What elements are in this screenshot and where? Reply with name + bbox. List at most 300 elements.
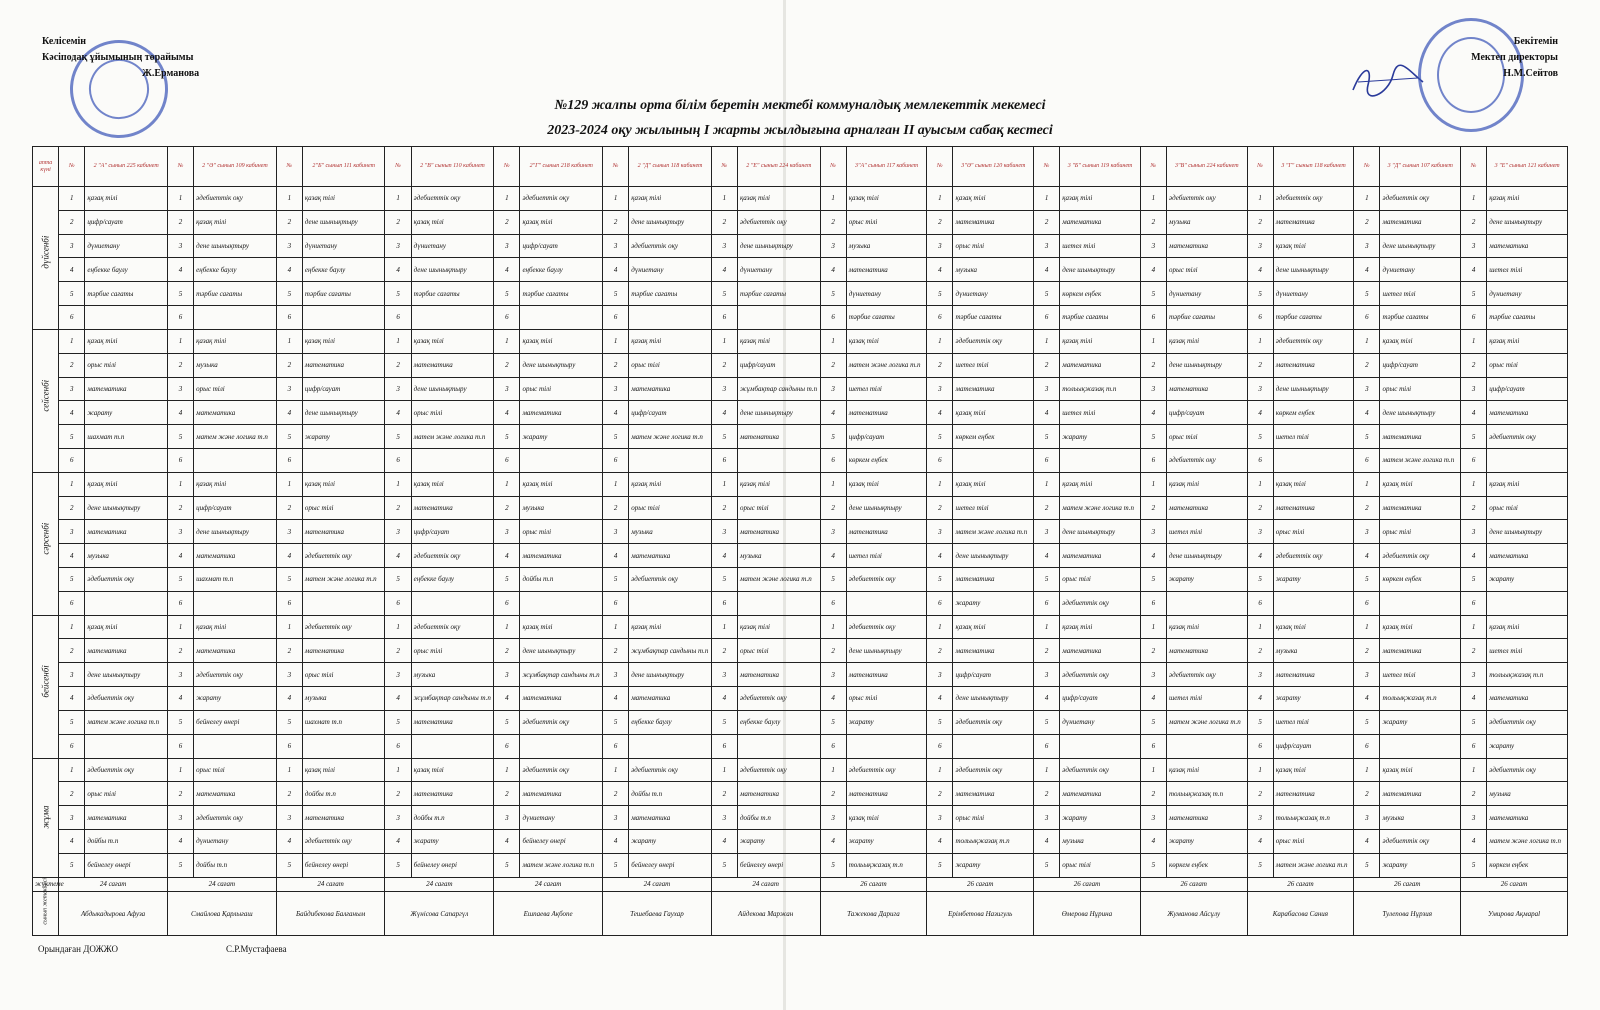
- lesson-number: 1: [1354, 187, 1380, 211]
- lesson-number: 3: [711, 234, 737, 258]
- lesson-subject: музыка: [85, 544, 168, 568]
- lesson-number: 4: [711, 829, 737, 853]
- lesson-number: 5: [603, 710, 629, 734]
- lesson-number: 2: [385, 353, 411, 377]
- lesson-subject: әдебиеттік оқу: [411, 615, 494, 639]
- lesson-row: [33, 544, 1568, 568]
- lesson-number: 1: [603, 187, 629, 211]
- lesson-number: 1: [711, 472, 737, 496]
- lesson-subject: бейнелеу өнері: [85, 853, 168, 877]
- lesson-number: 1: [927, 329, 953, 353]
- lesson-number: 4: [1247, 258, 1273, 282]
- lesson-subject: [520, 734, 603, 758]
- lesson-number: 4: [276, 544, 302, 568]
- lesson-subject: тәрбие сағаты: [953, 306, 1034, 330]
- class-teacher: Абдыкадырова Афуза: [59, 892, 168, 936]
- lesson-number: 6: [167, 734, 193, 758]
- lesson-subject: математика: [411, 782, 494, 806]
- lesson-subject: тольықжазақ т.п: [1273, 806, 1354, 830]
- lesson-number: 1: [1354, 615, 1380, 639]
- lesson-number: 5: [1247, 710, 1273, 734]
- lesson-subject: тәрбие сағаты: [846, 306, 927, 330]
- lesson-number: 3: [494, 663, 520, 687]
- lesson-subject: дене шынықтыру: [520, 639, 603, 663]
- lesson-number: 2: [1140, 782, 1166, 806]
- lesson-subject: математика: [1273, 210, 1354, 234]
- lesson-subject: математика: [520, 544, 603, 568]
- lesson-number: 1: [820, 758, 846, 782]
- lesson-subject: [411, 448, 494, 472]
- lesson-number: 4: [1354, 829, 1380, 853]
- lesson-subject: әдебиеттік оқу: [1166, 448, 1247, 472]
- lesson-subject: математика: [846, 401, 927, 425]
- lesson-subject: математика: [1380, 425, 1461, 449]
- lesson-number: 4: [1247, 401, 1273, 425]
- lesson-subject: әдебиеттік оқу: [194, 663, 277, 687]
- lesson-number: 5: [1140, 282, 1166, 306]
- lesson-number: 5: [385, 710, 411, 734]
- lesson-number: 3: [1461, 234, 1487, 258]
- lesson-subject: әдебиеттік оқу: [302, 544, 385, 568]
- lesson-subject: әдебиеттік оқу: [1380, 187, 1461, 211]
- lesson-number: 5: [1461, 710, 1487, 734]
- lesson-subject: жарату: [1273, 687, 1354, 711]
- lesson-subject: әдебиеттік оқу: [302, 615, 385, 639]
- lesson-number: 5: [711, 568, 737, 592]
- teachers-row: [33, 892, 1568, 936]
- lesson-number: 1: [1140, 615, 1166, 639]
- lesson-subject: қазақ тілі: [302, 472, 385, 496]
- lesson-subject: жарату: [194, 687, 277, 711]
- lesson-row: [33, 306, 1568, 330]
- lesson-subject: музыка: [737, 544, 820, 568]
- lesson-number: 2: [1034, 210, 1060, 234]
- header-class: 2 "А" сынып 225 кабинет: [85, 147, 168, 187]
- lesson-number: 1: [1140, 187, 1166, 211]
- lesson-subject: жарату: [629, 829, 712, 853]
- lesson-subject: цифр/сауат: [411, 520, 494, 544]
- lesson-subject: дүниетану: [194, 829, 277, 853]
- lesson-number: 5: [1247, 568, 1273, 592]
- lesson-number: 3: [385, 806, 411, 830]
- lesson-row: [33, 758, 1568, 782]
- lesson-subject: тәрбие сағаты: [85, 282, 168, 306]
- lesson-number: 5: [1354, 282, 1380, 306]
- lesson-number: 2: [711, 210, 737, 234]
- lesson-number: 5: [603, 282, 629, 306]
- lesson-number: 2: [1247, 639, 1273, 663]
- lesson-subject: музыка: [1166, 210, 1247, 234]
- lesson-number: 6: [1140, 306, 1166, 330]
- lesson-subject: математика: [85, 377, 168, 401]
- lesson-subject: орыс тілі: [1487, 496, 1568, 520]
- lesson-number: 2: [603, 782, 629, 806]
- approval-right-line2: Мектеп директоры: [1471, 52, 1558, 63]
- lesson-subject: тәрбие сағаты: [737, 282, 820, 306]
- lesson-subject: қазақ тілі: [737, 472, 820, 496]
- lesson-subject: [737, 591, 820, 615]
- lesson-number: 3: [1461, 806, 1487, 830]
- lesson-number: 4: [494, 687, 520, 711]
- lesson-row: [33, 806, 1568, 830]
- lesson-number: 4: [820, 544, 846, 568]
- lesson-number: 2: [276, 639, 302, 663]
- lesson-number: 2: [385, 496, 411, 520]
- lesson-subject: қазақ тілі: [1380, 472, 1461, 496]
- lesson-subject: [411, 591, 494, 615]
- lesson-number: 2: [1354, 639, 1380, 663]
- lesson-subject: [629, 448, 712, 472]
- lesson-number: 1: [820, 329, 846, 353]
- header-num: №: [711, 147, 737, 187]
- lesson-row: [33, 853, 1568, 877]
- lesson-number: 6: [494, 591, 520, 615]
- lesson-subject: цифр/сауат: [1273, 734, 1354, 758]
- lesson-subject: математика: [846, 520, 927, 544]
- lesson-number: 6: [1247, 591, 1273, 615]
- lesson-number: 3: [603, 377, 629, 401]
- lesson-number: 5: [927, 710, 953, 734]
- lesson-number: 2: [1247, 210, 1273, 234]
- lesson-subject: жұмбақтар сандыны т.п: [629, 639, 712, 663]
- lesson-subject: дене шынықтыру: [411, 258, 494, 282]
- lesson-subject: қазақ тілі: [411, 329, 494, 353]
- lesson-row: [33, 496, 1568, 520]
- lesson-row: [33, 187, 1568, 211]
- lesson-row: [33, 472, 1568, 496]
- lesson-number: 3: [603, 663, 629, 687]
- lesson-subject: математика: [1060, 639, 1141, 663]
- class-teacher: Өмерова Нұрина: [1034, 892, 1141, 936]
- class-teacher: Тешебаева Гаухар: [603, 892, 712, 936]
- lesson-subject: математика: [411, 353, 494, 377]
- lesson-subject: дүниетану: [1273, 282, 1354, 306]
- lesson-number: 3: [494, 520, 520, 544]
- total-hours: 26 сағат: [1461, 877, 1568, 892]
- lesson-number: 2: [1354, 782, 1380, 806]
- lesson-subject: матем және логика т.п: [737, 568, 820, 592]
- lesson-number: 2: [494, 639, 520, 663]
- lesson-number: 3: [59, 234, 85, 258]
- lesson-number: 5: [385, 853, 411, 877]
- lesson-number: 5: [927, 282, 953, 306]
- lesson-row: [33, 210, 1568, 234]
- lesson-subject: [1273, 448, 1354, 472]
- lesson-subject: музыка: [194, 353, 277, 377]
- lesson-subject: шетел тілі: [1166, 687, 1247, 711]
- lesson-number: 4: [927, 687, 953, 711]
- lesson-subject: орыс тілі: [520, 520, 603, 544]
- lesson-subject: дүниетану: [737, 258, 820, 282]
- lesson-number: 4: [385, 687, 411, 711]
- lesson-row: [33, 377, 1568, 401]
- lesson-number: 2: [385, 782, 411, 806]
- lesson-subject: орыс тілі: [194, 377, 277, 401]
- lesson-number: 4: [59, 258, 85, 282]
- lesson-subject: әдебиеттік оқу: [411, 187, 494, 211]
- lesson-subject: музыка: [1380, 806, 1461, 830]
- lesson-subject: [302, 448, 385, 472]
- lesson-subject: қазақ тілі: [194, 615, 277, 639]
- lesson-number: 3: [1140, 520, 1166, 544]
- lesson-subject: қазақ тілі: [85, 615, 168, 639]
- lesson-subject: бейнелеу өнері: [520, 829, 603, 853]
- lesson-subject: шахмат т.п: [302, 710, 385, 734]
- lesson-number: 2: [167, 496, 193, 520]
- lesson-subject: қазақ тілі: [520, 615, 603, 639]
- lesson-number: 6: [1247, 306, 1273, 330]
- lesson-subject: орыс тілі: [846, 687, 927, 711]
- lesson-subject: математика: [85, 639, 168, 663]
- lesson-number: 5: [276, 282, 302, 306]
- lesson-subject: [1487, 448, 1568, 472]
- lesson-subject: дене шынықтыру: [1060, 258, 1141, 282]
- header-class: 3"А" сынып 117 кабинет: [846, 147, 927, 187]
- lesson-number: 1: [1461, 615, 1487, 639]
- header-class: 2 "Д" сынып 118 кабинет: [629, 147, 712, 187]
- lesson-subject: тольықжазақ т.п: [1487, 663, 1568, 687]
- lesson-subject: дене шынықтыру: [194, 234, 277, 258]
- lesson-subject: математика: [1060, 210, 1141, 234]
- lesson-number: 6: [1354, 306, 1380, 330]
- lesson-subject: цифр/сауат: [85, 210, 168, 234]
- lesson-number: 5: [276, 425, 302, 449]
- lesson-number: 2: [1140, 210, 1166, 234]
- lesson-subject: цифр/сауат: [1166, 401, 1247, 425]
- lesson-subject: әдебиеттік оқу: [846, 615, 927, 639]
- lesson-subject: дене шынықтыру: [1166, 544, 1247, 568]
- lesson-subject: орыс тілі: [1487, 353, 1568, 377]
- lesson-number: 1: [711, 615, 737, 639]
- lesson-subject: жарату: [1273, 568, 1354, 592]
- lesson-subject: [520, 306, 603, 330]
- header-num: №: [1140, 147, 1166, 187]
- lesson-number: 6: [603, 591, 629, 615]
- lesson-number: 2: [59, 496, 85, 520]
- lesson-subject: дойбы т.п: [629, 782, 712, 806]
- lesson-subject: орыс тілі: [302, 663, 385, 687]
- lesson-number: 2: [603, 353, 629, 377]
- lesson-subject: жарату: [1487, 734, 1568, 758]
- lesson-subject: әдебиеттік оқу: [1487, 710, 1568, 734]
- class-teacher: Байдибекова Балғаным: [276, 892, 385, 936]
- lesson-subject: әдебиеттік оқу: [953, 710, 1034, 734]
- lesson-subject: қазақ тілі: [953, 401, 1034, 425]
- lesson-subject: қазақ тілі: [953, 187, 1034, 211]
- lesson-subject: жарату: [1166, 829, 1247, 853]
- lesson-number: 5: [276, 568, 302, 592]
- lesson-number: 3: [603, 806, 629, 830]
- lesson-subject: әдебиеттік оқу: [520, 710, 603, 734]
- lesson-subject: жарату: [846, 829, 927, 853]
- lesson-number: 2: [1461, 496, 1487, 520]
- lesson-subject: дойбы т.п: [520, 568, 603, 592]
- lesson-number: 1: [1461, 758, 1487, 782]
- lesson-number: 3: [494, 806, 520, 830]
- lesson-number: 5: [167, 853, 193, 877]
- lesson-number: 4: [711, 544, 737, 568]
- lesson-subject: шетел тілі: [953, 353, 1034, 377]
- lesson-subject: цифр/сауат: [737, 353, 820, 377]
- lesson-number: 4: [1354, 258, 1380, 282]
- lesson-number: 1: [276, 758, 302, 782]
- total-hours: 26 сағат: [927, 877, 1034, 892]
- lesson-subject: көркем еңбек: [1487, 853, 1568, 877]
- lesson-subject: математика: [953, 782, 1034, 806]
- lesson-number: 4: [820, 401, 846, 425]
- lesson-number: 3: [1354, 377, 1380, 401]
- lesson-subject: әдебиеттік оқу: [520, 187, 603, 211]
- lesson-number: 3: [1461, 663, 1487, 687]
- lesson-subject: еңбекке баулу: [194, 258, 277, 282]
- lesson-number: 2: [1354, 210, 1380, 234]
- lesson-number: 6: [59, 734, 85, 758]
- lesson-number: 4: [1461, 687, 1487, 711]
- lesson-subject: математика: [953, 210, 1034, 234]
- lesson-number: 1: [1354, 329, 1380, 353]
- lesson-subject: математика: [846, 782, 927, 806]
- lesson-subject: матем және логика т.п: [629, 425, 712, 449]
- lesson-subject: матем және логика т.п: [953, 520, 1034, 544]
- lesson-number: 4: [1247, 544, 1273, 568]
- lesson-subject: бейнелеу өнері: [302, 853, 385, 877]
- lesson-subject: дене шынықтыру: [953, 687, 1034, 711]
- lesson-number: 2: [1461, 210, 1487, 234]
- lesson-subject: қазақ тілі: [1166, 329, 1247, 353]
- document-title-line1: №129 жалпы орта білім беретін мектебі коммуналдық мемлекеттік мекемесі: [554, 98, 1046, 113]
- lesson-number: 1: [1354, 472, 1380, 496]
- lesson-row: [33, 687, 1568, 711]
- lesson-number: 1: [59, 187, 85, 211]
- lesson-subject: дене шынықтыру: [846, 639, 927, 663]
- lesson-number: 1: [1247, 615, 1273, 639]
- lesson-subject: қазақ тілі: [302, 187, 385, 211]
- lesson-number: 5: [1247, 425, 1273, 449]
- header-num: №: [820, 147, 846, 187]
- lesson-number: 3: [711, 663, 737, 687]
- lesson-number: 3: [820, 234, 846, 258]
- lesson-number: 1: [1034, 615, 1060, 639]
- lesson-subject: математика: [302, 353, 385, 377]
- document-title-line2: 2023-2024 оқу жылының I жарты жылдығына арналған II ауысым сабақ кестесі: [547, 123, 1053, 138]
- lesson-number: 6: [1140, 734, 1166, 758]
- lesson-number: 5: [494, 568, 520, 592]
- lesson-number: 4: [385, 258, 411, 282]
- lesson-subject: жарату: [846, 710, 927, 734]
- lesson-number: 3: [1140, 806, 1166, 830]
- lesson-number: 2: [1140, 496, 1166, 520]
- lesson-subject: матем және логика т.п: [1380, 448, 1461, 472]
- lesson-number: 6: [1461, 306, 1487, 330]
- lesson-subject: [953, 448, 1034, 472]
- lesson-subject: [194, 448, 277, 472]
- lesson-subject: матем және логика т.п: [85, 710, 168, 734]
- lesson-subject: [520, 591, 603, 615]
- total-hours: 24 сағат: [494, 877, 603, 892]
- lesson-subject: матем және логика т.п: [1273, 853, 1354, 877]
- lesson-subject: математика: [1380, 639, 1461, 663]
- lesson-subject: дене шынықтыру: [1487, 210, 1568, 234]
- lesson-number: 3: [1247, 234, 1273, 258]
- lesson-number: 3: [59, 663, 85, 687]
- header-num: №: [385, 147, 411, 187]
- lesson-number: 1: [1247, 187, 1273, 211]
- lesson-number: 1: [385, 472, 411, 496]
- lesson-number: 2: [1034, 782, 1060, 806]
- lesson-subject: [302, 306, 385, 330]
- lesson-subject: тәрбие сағаты: [1380, 306, 1461, 330]
- lesson-subject: көркем еңбек: [1380, 568, 1461, 592]
- lesson-subject: [85, 734, 168, 758]
- lesson-subject: математика: [1060, 544, 1141, 568]
- lesson-subject: дүниетану: [411, 234, 494, 258]
- lesson-number: 2: [711, 496, 737, 520]
- class-teacher: Ешпаева Ақбопе: [494, 892, 603, 936]
- lesson-number: 3: [1140, 663, 1166, 687]
- teachers-label: сынып жетекшісі: [42, 877, 49, 925]
- lesson-subject: қазақ тілі: [846, 472, 927, 496]
- lesson-number: 6: [385, 734, 411, 758]
- lesson-subject: музыка: [1487, 782, 1568, 806]
- lesson-subject: қазақ тілі: [85, 472, 168, 496]
- lesson-number: 4: [1461, 544, 1487, 568]
- lesson-subject: тольықжазақ т.п: [1380, 687, 1461, 711]
- lesson-subject: көркем еңбек: [1060, 282, 1141, 306]
- lesson-subject: тәрбие сағаты: [1487, 306, 1568, 330]
- lesson-number: 4: [927, 401, 953, 425]
- lesson-number: 2: [276, 210, 302, 234]
- lesson-subject: цифр/сауат: [846, 425, 927, 449]
- lesson-subject: жарату: [302, 425, 385, 449]
- lesson-number: 2: [1247, 353, 1273, 377]
- lesson-subject: матем және логика т.п: [1060, 496, 1141, 520]
- lesson-number: 6: [1034, 448, 1060, 472]
- lesson-number: 2: [711, 639, 737, 663]
- lesson-subject: [846, 591, 927, 615]
- lesson-number: 5: [1034, 282, 1060, 306]
- approval-right: [1471, 34, 1558, 82]
- lesson-subject: әдебиеттік оқу: [953, 329, 1034, 353]
- lesson-number: 5: [711, 282, 737, 306]
- lesson-subject: математика: [194, 639, 277, 663]
- lesson-number: 4: [167, 401, 193, 425]
- lesson-number: 4: [276, 687, 302, 711]
- lesson-subject: дене шынықтыру: [1380, 234, 1461, 258]
- lesson-subject: цифр/сауат: [1060, 687, 1141, 711]
- lesson-row: [33, 710, 1568, 734]
- lesson-number: 2: [1354, 496, 1380, 520]
- lesson-subject: орыс тілі: [1273, 829, 1354, 853]
- lesson-number: 2: [385, 639, 411, 663]
- lesson-number: 2: [276, 353, 302, 377]
- lesson-subject: математика: [1380, 210, 1461, 234]
- lesson-subject: көркем еңбек: [1273, 401, 1354, 425]
- approval-left-line3: Ж.Ерманова: [142, 68, 200, 79]
- lesson-number: 4: [1034, 687, 1060, 711]
- lesson-row: [33, 829, 1568, 853]
- lesson-number: 2: [1034, 639, 1060, 663]
- lesson-number: 3: [603, 520, 629, 544]
- lesson-subject: дене шынықтыру: [629, 663, 712, 687]
- day-name: [33, 615, 59, 758]
- lesson-number: 2: [927, 496, 953, 520]
- lesson-number: 4: [603, 829, 629, 853]
- lesson-subject: қазақ тілі: [1060, 329, 1141, 353]
- lesson-number: 5: [1034, 568, 1060, 592]
- lesson-number: 4: [385, 401, 411, 425]
- lesson-number: 2: [167, 639, 193, 663]
- lesson-subject: әдебиеттік оқу: [1487, 758, 1568, 782]
